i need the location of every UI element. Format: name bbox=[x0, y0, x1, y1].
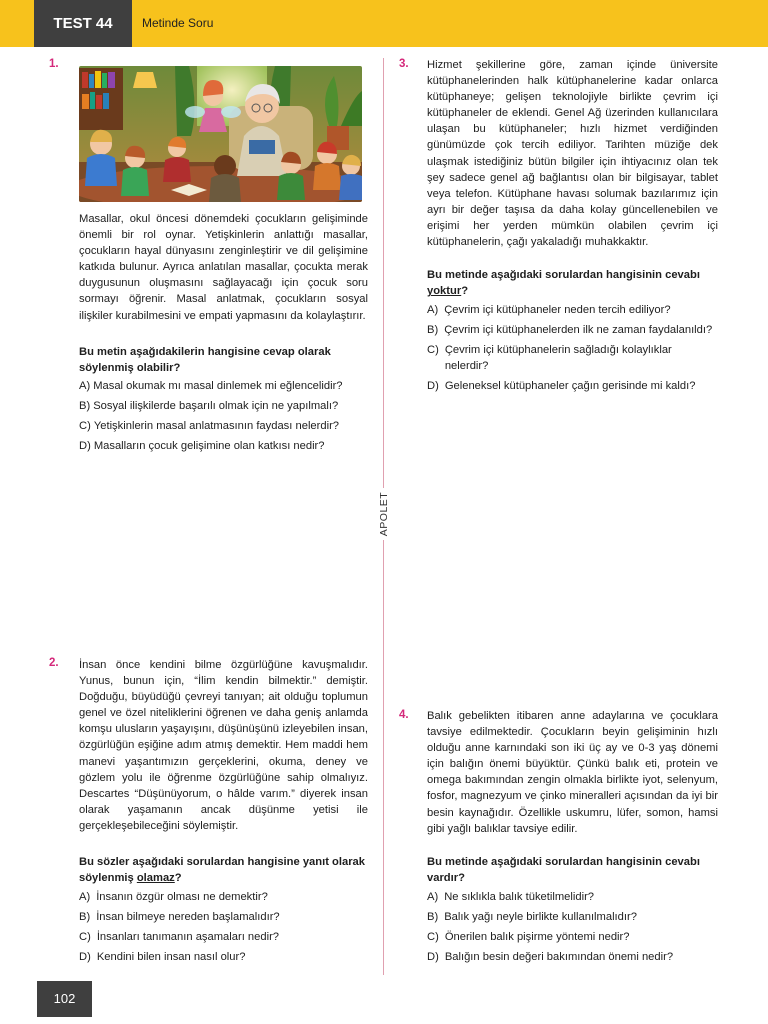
question-4-number: 4. bbox=[399, 709, 409, 721]
test-label: TEST 44 bbox=[34, 0, 132, 47]
question-3-paragraph: Hizmet şekillerine göre, zaman içinde üniversite kütüphanelerinden halk kütüphanelerine kadar onlarca kütüphaneye; gelişen teknolojiyle birlikte çevrim içi kütüphaneler de eklendi. Genel Ağ üzerinden kullanıcılara ulaşan bu kütüphaneler; hızlı hizmet verdiğinden günümüzde çok tercih ediliyor. Tarihten müziğe dek ulaşmak istediğiniz bütün bilgiler için ihtiyacınız olan tek şey sadece genel ağ bağlantısı olan bir bilgisayar, tablet veya telefon. Kütüphane havası solumak bazılarımız için ayrı bir değer taşısa da daha kolay güncellenebilen ve erişimi her yerden mümkün olabilen çevrim içi kütüphanelerin, çağı yakaladığı muhakkaktır. bbox=[427, 59, 718, 249]
question-1-option-d[interactable]: D) Masalların çocuk gelişimine olan katkısı nedir? bbox=[79, 439, 325, 452]
question-2-options bbox=[79, 889, 368, 969]
question-2-paragraph: İnsan önce kendini bilme özgürlüğüne kavuşmalıdır. Yunus, bunun için, “İlim kendin bilmektir.” demiştir. Doğduğu, büyüdüğü çevreyi tanıyan; ait olduğu toplumun genel ve özel niteliklerini öğrenen ve daha geniş anlamda komşu ulusların yaşayışını, düşünüşünü izleyebilen insan, özgürlüğün eşiğine adım atmış demektir. Hem maddi hem manevi yaşantımızın gerçeklerini, okuma, deney ve gözlem yolu ile öğrenme özgürlüğüne sahip olmalıyız. Descartes “Düşünüyorum, o hâlde varım.” diyerek insan olarak yaşamanın ancak düşünme yetisi ile gerçekleşebileceğini söylemiştir. bbox=[79, 659, 368, 832]
question-1-options bbox=[79, 378, 368, 458]
question-2-number: 2. bbox=[49, 657, 59, 669]
question-3-number: 3. bbox=[399, 58, 409, 70]
storytelling-illustration bbox=[79, 66, 362, 202]
question-3-option-b[interactable]: B) Çevrim içi kütüphanelerden ilk ne zaman faydalanıldı? bbox=[427, 323, 713, 336]
question-2-option-d[interactable]: D) Kendini bilen insan nasıl olur? bbox=[79, 950, 246, 963]
question-3-option-d[interactable]: D) Geleneksel kütüphaneler çağın gerisinde mi kaldı? bbox=[427, 380, 696, 393]
question-1-option-c[interactable]: C) Yetişkinlerin masal anlatmasının faydası nelerdir? bbox=[79, 419, 340, 432]
question-1-prompt: Bu metin aşağıdakilerin hangisine cevap olarak söylenmiş olabilir? bbox=[79, 346, 331, 375]
question-1-option-a[interactable]: A) Masal okumak mı masal dinlemek mi eğlencelidir? bbox=[79, 380, 343, 392]
question-4-option-c[interactable]: C) Önerilen balık pişirme yöntemi nedir? bbox=[427, 930, 630, 943]
column-divider-top bbox=[383, 58, 384, 488]
question-2-option-b[interactable]: B) İnsan bilmeye nereden başlamalıdır? bbox=[79, 910, 280, 923]
question-2-prompt: Bu sözler aşağıdaki sorulardan hangisine yanıt olarak söylenmiş olamaz? bbox=[79, 856, 365, 885]
page-number: 102 bbox=[37, 981, 92, 1017]
header-subtitle: Metinde Soru bbox=[142, 16, 214, 30]
question-4-option-d[interactable]: D) Balığın besin değeri bakımından önemi nedir? bbox=[427, 950, 674, 963]
question-2-option-c[interactable]: C) İnsanları tanımanın aşamaları nedir? bbox=[79, 930, 280, 943]
question-4-paragraph: Balık gebelikten itibaren anne adaylarına ve çocuklara tavsiye edilmektedir. Çocukların beyin gelişiminin hızlı olduğu anne karnındaki son iki üç ay ve 0-3 yaş dönemi için balığın önemi büyüktür. Çünkü balık eti, protein ve omega bakımından zengin olmakla birlikte iyot, selenyum, fosfor, magnezyum ve çinko mineralleri açısından da iyi bir besin kaynağıdır. Özellikle uskumru, lüfer, somon, hamsi gibi yağlı balıklar tavsiye edilir. bbox=[427, 710, 718, 835]
question-4-prompt: Bu metinde aşağıdaki sorulardan hangisinin cevabı vardır? bbox=[427, 856, 700, 885]
question-4-options bbox=[427, 889, 718, 969]
question-3-option-c[interactable]: C) Çevrim içi kütüphanelerin sağladığı kolaylıklar nelerdir? bbox=[427, 343, 672, 373]
question-3-option-a[interactable]: A) Çevrim içi kütüphaneler neden tercih ediliyor? bbox=[427, 304, 671, 316]
question-3-prompt: Bu metinde aşağıdaki sorulardan hangisinin cevabı yoktur? bbox=[427, 269, 700, 298]
question-4-option-b[interactable]: B) Balık yağı neyle birlikte kullanılmalıdır? bbox=[427, 910, 637, 923]
question-2-emphasis: olamaz bbox=[136, 872, 175, 885]
column-divider-bottom bbox=[383, 540, 384, 975]
side-label: APOLET bbox=[378, 491, 390, 537]
question-1-paragraph: Masallar, okul öncesi dönemdeki çocukların gelişiminde önemli bir rol oynar. Yetişkinlerin anlattığı masallar, çocukların hayal dünyasını zenginleştirir ve dil gelişimine katkıda bulunur. Ayrıca anlatılan masallar, çocukta merak duygusunun oluşmasını sağlayacağı için çocuk soru sormayı öğrenir. Masal anlatmak, çocukların sosyal ilişkiler kurabilmesini ve empati yapmasını da kolaylaştırır. bbox=[79, 213, 368, 322]
question-4-option-a[interactable]: A) Ne sıklıkla balık tüketilmelidir? bbox=[427, 891, 595, 903]
question-1-number: 1. bbox=[49, 58, 59, 70]
question-3-options bbox=[427, 302, 718, 398]
question-2-option-a[interactable]: A) İnsanın özgür olması ne demektir? bbox=[79, 891, 268, 903]
question-3-emphasis: yoktur bbox=[427, 285, 462, 298]
question-1-option-b[interactable]: B) Sosyal ilişkilerde başarılı olmak için ne yapılmalı? bbox=[79, 399, 339, 412]
